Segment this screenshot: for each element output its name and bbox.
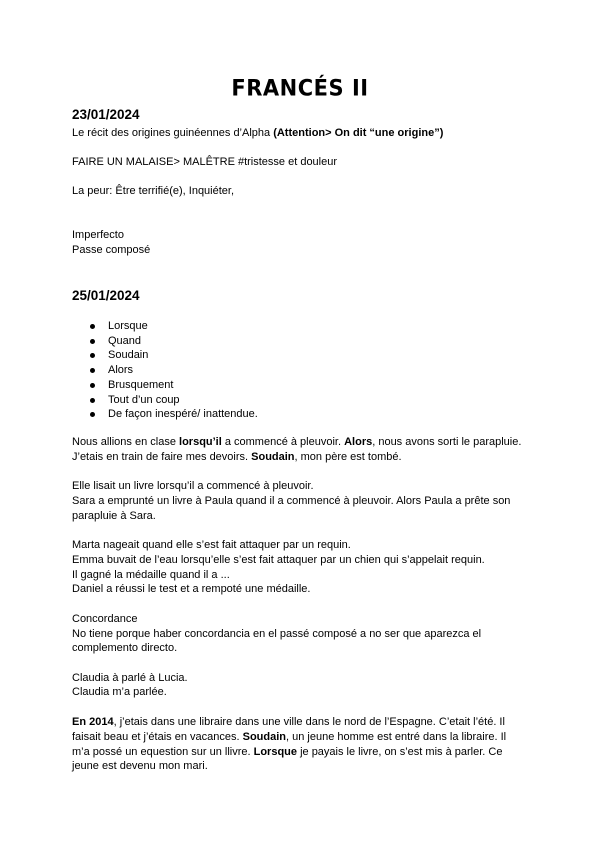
list-item: Brusquement bbox=[90, 378, 258, 393]
paragraph-line: Daniel a réussi le test et a rempoté une médaille. bbox=[72, 583, 311, 595]
paragraph-line: Concordance bbox=[72, 613, 138, 625]
paragraph-line: Emma buvait de l’eau lorsqu’elle s’est fait attaquer par un chien qui s’appelait requin. bbox=[72, 554, 485, 566]
bold-run: (Attention> On dit “une origine”) bbox=[273, 127, 444, 139]
paragraph-line: Il gagné la médaille quand il a ... bbox=[72, 569, 230, 581]
paragraph-line: Elle lisait un livre lorsqu’il a commencé à pleuvoir. bbox=[72, 480, 314, 492]
paragraph-line: Claudia m’a parlée. bbox=[72, 686, 167, 698]
story-line: m’a possé un equestion sur un llivre. Lorsque je payais le livre, on s’est mis à parler. Ce bbox=[72, 746, 503, 758]
note-line: FAIRE UN MALAISE> MALÊTRE #tristesse et douleur bbox=[72, 156, 338, 168]
paragraph-line: Marta nageait quand elle s’est fait attaquer par un requin. bbox=[72, 539, 351, 551]
paragraph-line: complemento directo. bbox=[72, 642, 178, 654]
note-line: Passe composé bbox=[72, 244, 151, 256]
bullet-icon bbox=[90, 339, 95, 344]
date-heading-1: 23/01/2024 bbox=[72, 107, 140, 122]
document-title: FRANCÉS II bbox=[231, 75, 369, 101]
paragraph-line: Nous allions en clase lorsqu’il a commencé à pleuvoir. Alors, nous avons sorti le parapluie. bbox=[72, 436, 522, 448]
story-line: jeune est devenu mon mari. bbox=[72, 760, 208, 772]
bullet-icon bbox=[90, 368, 95, 373]
paragraph-line: Sara a emprunté un livre à Paula quand il a commencé à pleuvoir. Alors Paula a prête son bbox=[72, 495, 511, 507]
bullet-icon bbox=[90, 324, 95, 329]
note-line: La peur: Être terrifié(e), Inquiéter, bbox=[72, 185, 235, 197]
bullet-icon bbox=[90, 398, 95, 403]
note-line: Imperfecto bbox=[72, 229, 124, 241]
note-line bbox=[72, 126, 443, 141]
list-item: De façon inespéré/ inattendue. bbox=[90, 407, 258, 422]
list-item: Quand bbox=[90, 334, 258, 349]
paragraph-line: parapluie à Sara. bbox=[72, 510, 156, 522]
connector-list bbox=[90, 319, 258, 422]
paragraph-line: J’etais en train de faire mes devoirs. Soudain, mon père est tombé. bbox=[72, 451, 402, 463]
list-item: Alors bbox=[90, 363, 258, 378]
paragraph-line: No tiene porque haber concordancia en el passé composé a no ser que aparezca el bbox=[72, 628, 482, 640]
list-item: Tout d’un coup bbox=[90, 393, 258, 408]
list-item: Lorsque bbox=[90, 319, 258, 334]
story-line: En 2014, j’etais dans une libraire dans une ville dans le nord de l’Espagne. C’etait l’été. Il bbox=[72, 716, 505, 728]
text-run: Le récit des origines guinéennes d’Alpha bbox=[72, 127, 274, 139]
story-line: faisait beau et j’étais en vacances. Soudain, un jeune homme est entré dans la libraire. Il bbox=[72, 731, 507, 743]
date-heading-2: 25/01/2024 bbox=[72, 288, 140, 303]
paragraph-line: Claudia à parlé à Lucia. bbox=[72, 672, 188, 684]
bullet-icon bbox=[90, 383, 95, 388]
bullet-icon bbox=[90, 412, 95, 417]
list-item: Soudain bbox=[90, 348, 258, 363]
bullet-icon bbox=[90, 353, 95, 358]
